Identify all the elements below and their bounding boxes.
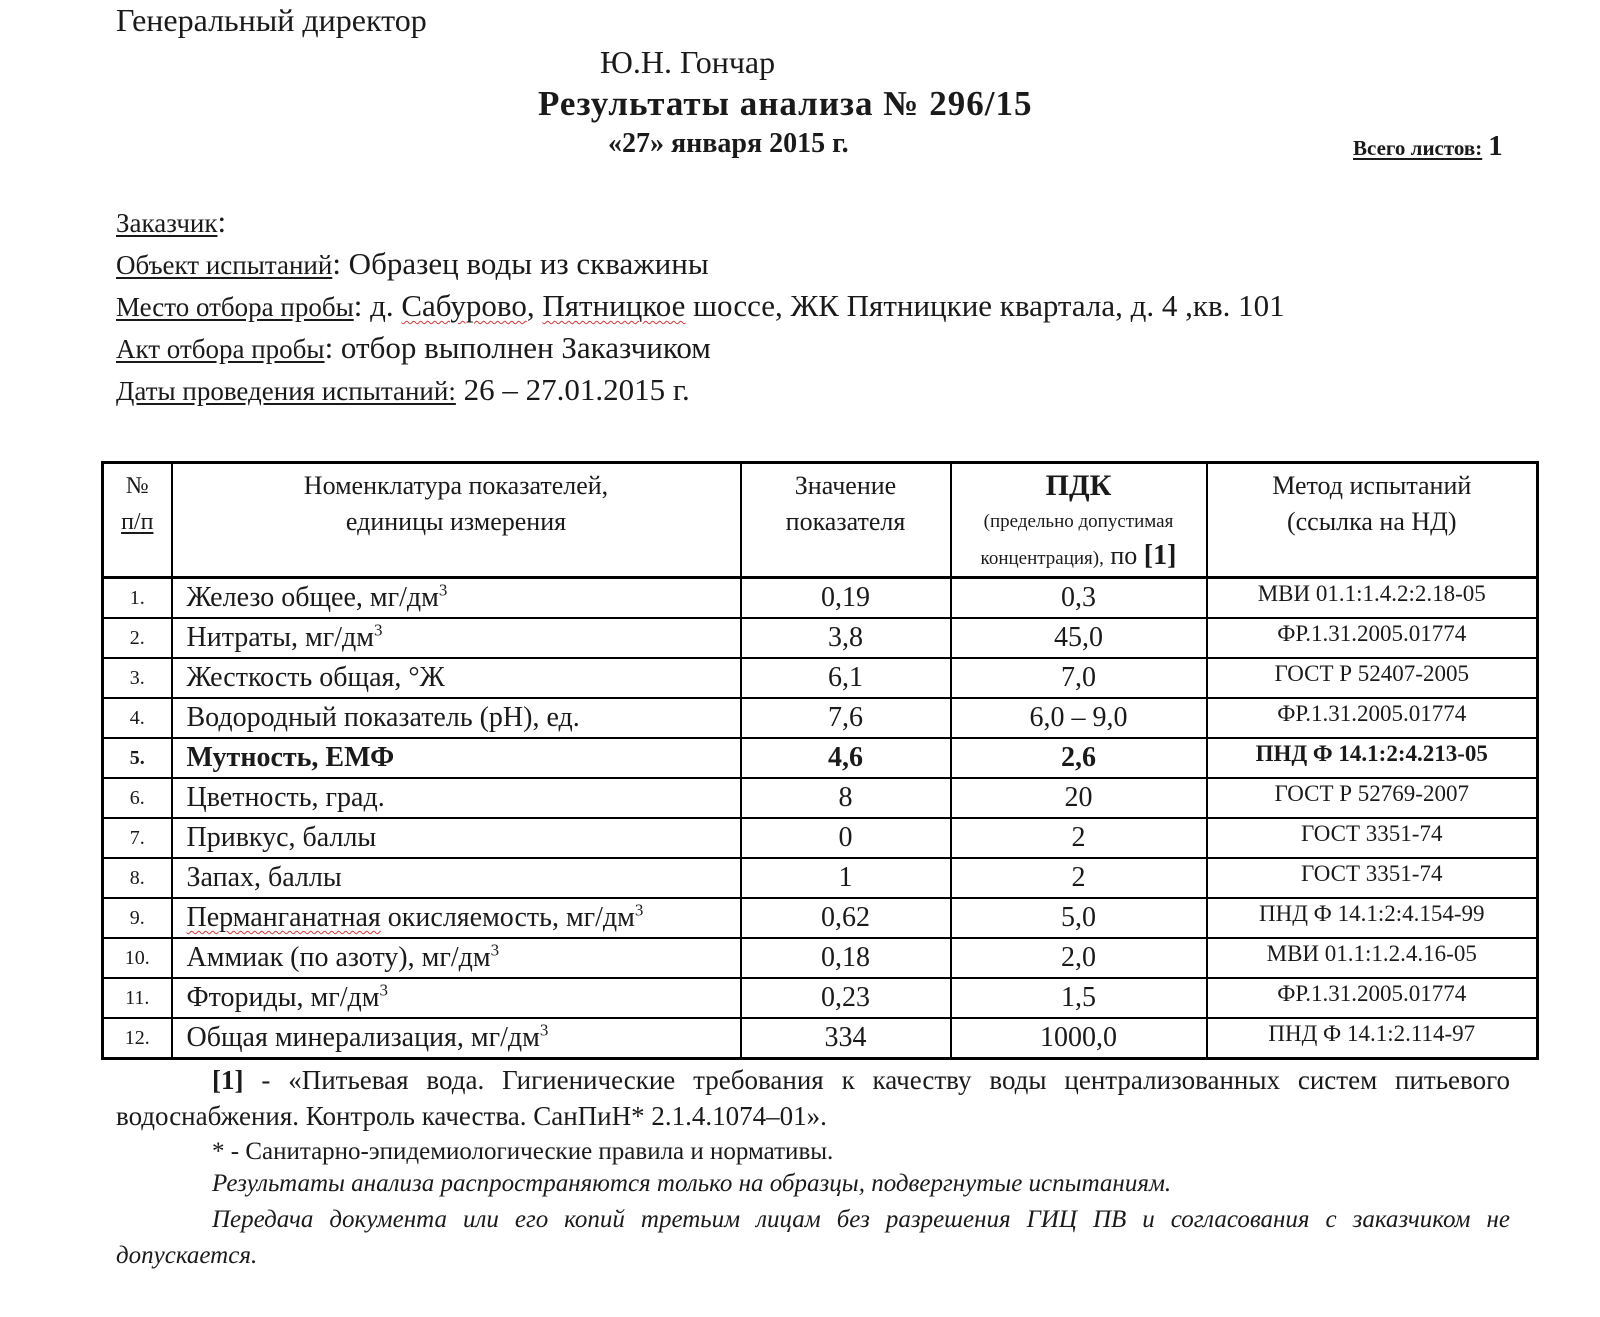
row-value: 1 <box>741 858 951 898</box>
signer-name: Ю.Н. Гончар <box>600 44 776 80</box>
asterisk-note: * - Санитарно-эпидемиологические правила и нормативы. <box>212 1138 834 1165</box>
test-dates-label: Даты проведения испытаний: <box>116 376 456 406</box>
row-number: 11. <box>103 978 172 1018</box>
header-method-line2: (ссылка на НД) <box>1286 507 1457 536</box>
row-parameter-superscript: 3 <box>490 940 500 960</box>
row-parameter-text: Привкус, баллы <box>186 822 377 853</box>
row-parameter-text: Аммиак (по азоту), мг/дм <box>186 942 491 973</box>
row-method: ГОСТ Р 52769-2007 <box>1207 778 1538 818</box>
sampling-act-value: : отбор выполнен Заказчиком <box>324 330 711 365</box>
table-row <box>103 698 1538 738</box>
header-pdk-sub2: концентрация), <box>980 548 1104 569</box>
row-parameter-superscript: 3 <box>539 1020 549 1040</box>
row-value: 6,1 <box>741 658 951 698</box>
row-pdk: 2 <box>951 818 1207 858</box>
table-row <box>103 778 1538 818</box>
row-parameter-text: Водородный показатель (рН), ед. <box>186 702 580 733</box>
row-number: 9. <box>103 898 172 938</box>
row-parameter <box>172 658 741 698</box>
row-number: 12. <box>103 1018 172 1059</box>
table-row <box>103 978 1538 1018</box>
header-value-line1: Значение <box>794 471 897 500</box>
row-method: ГОСТ Р 52407-2005 <box>1207 658 1538 698</box>
row-pdk: 1000,0 <box>951 1018 1207 1059</box>
row-parameter <box>172 698 741 738</box>
row-value: 0,23 <box>741 978 951 1018</box>
header-pdk-sub1: (предельно допустимая <box>983 511 1174 532</box>
table-row <box>103 818 1538 858</box>
row-method: ГОСТ 3351-74 <box>1207 818 1538 858</box>
sampling-place-village: Сабурово <box>401 288 527 323</box>
row-value: 3,8 <box>741 618 951 658</box>
row-pdk: 0,3 <box>951 578 1207 619</box>
reference-marker: [1] <box>212 1065 244 1095</box>
row-parameter-text: Нитраты, мг/дм <box>186 622 374 653</box>
row-number: 6. <box>103 778 172 818</box>
document-title: Результаты анализа № 296/15 <box>538 84 1033 123</box>
header-number-line2: п/п <box>121 509 154 535</box>
header-pdk-ref: [1] <box>1143 540 1177 571</box>
row-number: 10. <box>103 938 172 978</box>
sampling-act-label: Акт отбора пробы <box>116 334 325 364</box>
header-parameter-line1: Номенклатура показателей, <box>303 471 609 500</box>
row-pdk: 45,0 <box>951 618 1207 658</box>
header-number-line1: № <box>125 473 149 499</box>
table-row <box>103 738 1538 778</box>
header-method <box>1207 463 1538 578</box>
sampling-place-rest: шоссе, ЖК Пятницкие квартала, д. 4 ,кв. 101 <box>685 288 1285 323</box>
row-parameter-text: Цветность, град. <box>186 782 385 813</box>
row-value: 0 <box>741 818 951 858</box>
row-parameter-text: Запах, баллы <box>186 862 342 893</box>
row-number: 8. <box>103 858 172 898</box>
row-pdk: 6,0 – 9,0 <box>951 698 1207 738</box>
table-row <box>103 658 1538 698</box>
transfer-restriction-note: Передача документа или его копий третьим лицам без разрешения ГИЦ ПВ и согласования с заказчиком не допускается. <box>116 1206 1510 1269</box>
document-date: «27» января 2015 г. <box>608 128 849 159</box>
header-parameter <box>172 463 741 578</box>
row-pdk: 2,6 <box>951 738 1207 778</box>
table-row <box>103 578 1538 619</box>
customer-line <box>116 204 226 240</box>
row-method: ФР.1.31.2005.01774 <box>1207 618 1538 658</box>
row-parameter-superscript: 3 <box>634 900 644 920</box>
director-position: Генеральный директор <box>116 2 427 38</box>
row-value: 8 <box>741 778 951 818</box>
row-method: ПНД Ф 14.1:2:4.213-05 <box>1207 738 1538 778</box>
row-value: 7,6 <box>741 698 951 738</box>
results-table <box>101 461 1539 1060</box>
header-value-line2: показателя <box>785 507 906 536</box>
row-pdk: 2,0 <box>951 938 1207 978</box>
row-parameter <box>172 978 741 1018</box>
row-value: 334 <box>741 1018 951 1059</box>
header-parameter-line2: единицы измерения <box>345 507 567 536</box>
row-parameter-superscript: 3 <box>379 980 388 1000</box>
test-object-value: : Образец воды из скважины <box>332 246 709 281</box>
sampling-place-line <box>116 288 1285 324</box>
header-pdk-by: по <box>1103 541 1144 570</box>
row-number: 2. <box>103 618 172 658</box>
row-parameter-text: Фториды, мг/дм <box>186 982 380 1013</box>
header-value <box>741 463 951 578</box>
row-parameter <box>172 578 741 619</box>
row-method: ФР.1.31.2005.01774 <box>1207 978 1538 1018</box>
row-method: МВИ 01.1:1.4.2:2.18-05 <box>1207 578 1538 619</box>
table-row <box>103 1018 1538 1059</box>
row-method: МВИ 01.1:1.2.4.16-05 <box>1207 938 1538 978</box>
header-number <box>103 463 172 578</box>
sheets-label: Всего листов: <box>1353 136 1483 160</box>
header-method-line1: Метод испытаний <box>1272 471 1472 500</box>
sampling-place-sep: , <box>526 288 543 323</box>
row-method: ГОСТ 3351-74 <box>1207 858 1538 898</box>
row-parameter <box>172 1018 741 1059</box>
table-header-row <box>103 463 1538 578</box>
row-number: 7. <box>103 818 172 858</box>
test-dates-value: 26 – 27.01.2015 г. <box>455 372 690 407</box>
sampling-place-prefix: : д. <box>353 288 402 323</box>
sheets-total <box>1353 130 1503 163</box>
row-pdk: 5,0 <box>951 898 1207 938</box>
row-method: ПНД Ф 14.1:2.114-97 <box>1207 1018 1538 1059</box>
table-row <box>103 858 1538 898</box>
sampling-act-line <box>116 330 711 366</box>
row-parameter-text: Общая минерализация, мг/дм <box>186 1022 540 1053</box>
row-number: 1. <box>103 578 172 619</box>
test-object-line <box>116 246 709 282</box>
row-parameter-text: окисляемость, мг/дм <box>380 902 635 933</box>
row-parameter-superscript: 3 <box>438 580 448 600</box>
customer-suffix: : <box>217 204 227 239</box>
row-value: 4,6 <box>741 738 951 778</box>
row-parameter-text: Мутность, ЕМФ <box>186 742 395 773</box>
sheets-count: 1 <box>1488 130 1503 162</box>
row-parameter-superscript: 3 <box>373 620 383 640</box>
row-parameter <box>172 738 741 778</box>
row-parameter <box>172 818 741 858</box>
row-parameter <box>172 898 741 938</box>
test-dates-line <box>116 372 690 408</box>
table-row <box>103 938 1538 978</box>
row-number: 3. <box>103 658 172 698</box>
row-parameter-text: Жесткость общая, °Ж <box>186 662 445 693</box>
table-row <box>103 618 1538 658</box>
row-pdk: 2 <box>951 858 1207 898</box>
header-pdk <box>951 463 1207 578</box>
header-pdk-title: ПДК <box>1045 469 1112 502</box>
customer-label: Заказчик <box>116 208 218 238</box>
reference-text: - «Питьевая вода. Гигиенические требования к качеству воды централизованных систем питьевого водоснабжения. Контроль качества. СанПиН* 2.1.4.1074–01». <box>116 1065 1510 1131</box>
row-parameter <box>172 938 741 978</box>
row-parameter-underlined: Перманганатная <box>186 902 381 933</box>
reference-note <box>116 1062 1510 1134</box>
row-parameter <box>172 858 741 898</box>
row-method: ПНД Ф 14.1:2:4.154-99 <box>1207 898 1538 938</box>
sampling-place-label: Место отбора пробы <box>116 292 354 322</box>
results-scope-note: Результаты анализа распространяются только на образцы, подвергнутые испытаниям. <box>212 1170 1172 1197</box>
row-method: ФР.1.31.2005.01774 <box>1207 698 1538 738</box>
row-pdk: 7,0 <box>951 658 1207 698</box>
row-parameter <box>172 618 741 658</box>
row-number: 5. <box>103 738 172 778</box>
row-value: 0,19 <box>741 578 951 619</box>
row-parameter-text: Железо общее, мг/дм <box>186 582 439 613</box>
row-pdk: 20 <box>951 778 1207 818</box>
row-parameter <box>172 778 741 818</box>
row-pdk: 1,5 <box>951 978 1207 1018</box>
row-value: 0,18 <box>741 938 951 978</box>
test-object-label: Объект испытаний <box>116 250 333 280</box>
table-row <box>103 898 1538 938</box>
row-number: 4. <box>103 698 172 738</box>
sampling-place-road: Пятницкое <box>542 288 686 323</box>
row-value: 0,62 <box>741 898 951 938</box>
header-pdk-sub2-line <box>952 539 1206 576</box>
